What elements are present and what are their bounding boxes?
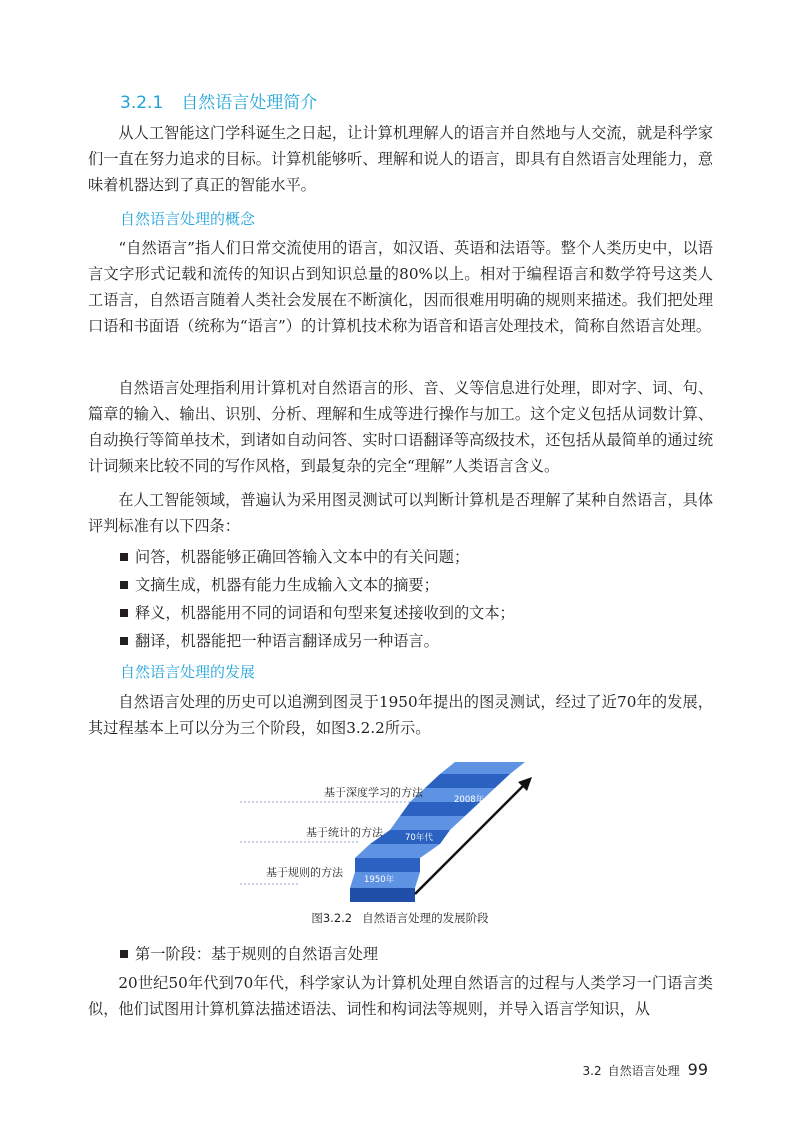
staircase-diagram (240, 762, 570, 902)
subheading-concept: 自然语言处理的概念 (120, 210, 256, 228)
stage-heading: 第一阶段：基于规则的自然语言处理 (120, 942, 378, 966)
step-label-rule: 基于规则的方法 (266, 866, 343, 879)
bullet-square-icon (120, 581, 128, 589)
figure-caption (0, 910, 800, 926)
footer-chapter-title: 自然语言处理 (607, 1064, 680, 1078)
staircase-figure (240, 762, 570, 902)
section-number: 3.2.1 (120, 93, 164, 113)
bullet-square-icon (120, 950, 128, 958)
year-label-2008: 2008年 (454, 795, 485, 805)
section-title: 自然语言处理简介 (181, 93, 318, 113)
year-label-1950: 1950年 (364, 875, 395, 885)
subheading-development: 自然语言处理的发展 (120, 663, 256, 681)
bullet-square-icon (120, 553, 128, 561)
concept-paragraph-1: “自然语言”指人们日常交流使用的语言，如汉语、英语和法语等。整个人类历史中，以语言文字形式记载和流传的知识占到知识总量的80%以上。相对于编程语言和数学符号这类人工语言，自然语言随着人类社会发展在不断演化，因而很难用明确的规则来描述。我们把处理口语和书面语（统称为“语言”）的计算机技术称为语音和语言处理技术，简称自然语言处理。 (88, 239, 713, 335)
page-number: 99 (687, 1060, 708, 1079)
step-label-stat: 基于统计的方法 (306, 826, 383, 839)
turing-paragraph: 在人工智能领域，普遍认为采用图灵测试可以判断计算机是否理解了某种自然语言，具体评判标准有以下四条： (88, 491, 713, 535)
caption-text: 自然语言处理的发展阶段 (362, 911, 489, 925)
intro-paragraph: 从人工智能这门学科诞生之日起，让计算机理解人的语言并自然地与人交流，就是科学家们一直在努力追求的目标。计算机能够听、理解和说人的语言，即具有自然语言处理能力，意味着机器达到了真正的智能水平。 (88, 124, 713, 194)
page-footer (583, 1060, 708, 1079)
bullet-item: 释义，机器能用不同的词语和句型来复述接收到的文本； (120, 601, 515, 625)
bullet-square-icon (120, 637, 128, 645)
year-label-70s: 70年代 (405, 833, 433, 843)
bullet-item: 翻译，机器能把一种语言翻译成另一种语言。 (120, 629, 439, 653)
bullet-square-icon (120, 609, 128, 617)
section-heading (120, 88, 317, 113)
development-paragraph: 自然语言处理的历史可以追溯到图灵于1950年提出的图灵测试，经过了近70年的发展，其过程基本上可以分为三个阶段，如图3.2.2所示。 (88, 693, 713, 737)
step-label-deep: 基于深度学习的方法 (324, 786, 423, 799)
stage1-paragraph: 20世纪50年代到70年代，科学家认为计算机处理自然语言的过程与人类学习一门语言类似，他们试图用计算机算法描述语法、词性和构词法等规则，并导入语言学知识，从 (88, 974, 713, 1018)
caption-number: 图3.2.2 (311, 911, 353, 925)
footer-chapter-number: 3.2 (582, 1064, 602, 1078)
concept-paragraph-2: 自然语言处理指利用计算机对自然语言的形、音、义等信息进行处理，即对字、词、句、篇章的输入、输出、识别、分析、理解和生成等进行操作与加工。这个定义包括从词数计算、自动换行等简单技术，到诸如自动问答、实时口语翻译等高级技术，还包括从最简单的通过统计词频来比较不同的写作风格，到最复杂的完全“理解”人类语言含义。 (88, 379, 713, 475)
bullet-item: 文摘生成，机器有能力生成输入文本的摘要； (120, 573, 439, 597)
bullet-item: 问答，机器能够正确回答输入文本中的有关问题； (120, 545, 469, 569)
